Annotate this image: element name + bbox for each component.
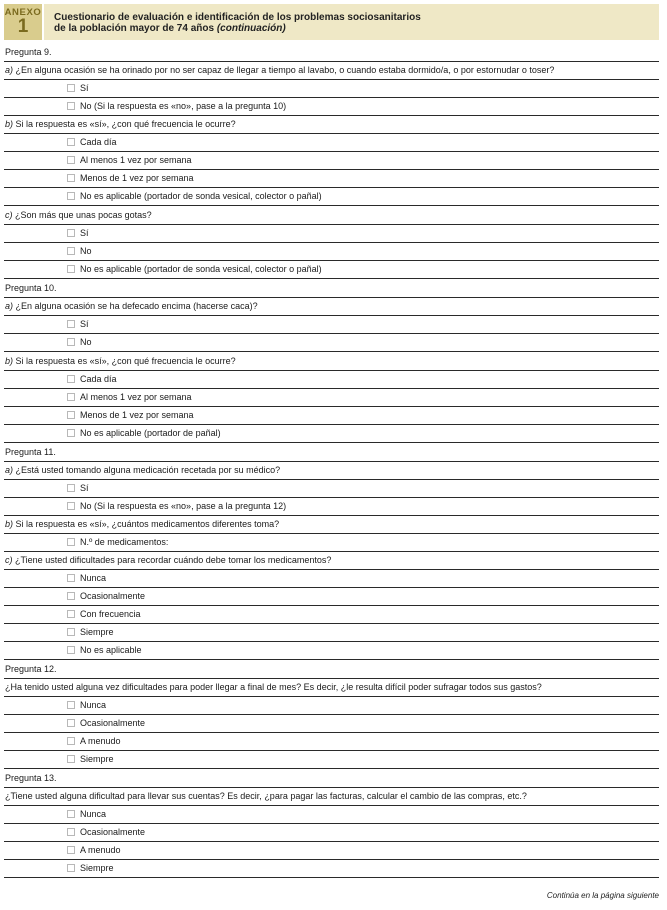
checkbox-icon[interactable] xyxy=(67,484,75,492)
question-label: ¿Tiene usted dificultades para recordar cuándo debe tomar los medicamentos? xyxy=(15,555,332,565)
checkbox-icon[interactable] xyxy=(67,84,75,92)
answer-option-label: Nunca xyxy=(80,809,107,819)
answer-option xyxy=(67,136,117,148)
answer-option-label: Cada día xyxy=(80,374,117,384)
question-row xyxy=(4,660,659,679)
checkbox-icon[interactable] xyxy=(67,646,75,654)
checkbox-icon[interactable] xyxy=(67,574,75,582)
answer-option xyxy=(67,427,221,439)
answer-option-label: Cada día xyxy=(80,137,117,147)
answer-option-row xyxy=(4,534,659,552)
answer-option-label: No xyxy=(80,246,92,256)
answer-option xyxy=(67,808,106,820)
checkbox-icon[interactable] xyxy=(67,138,75,146)
answer-option xyxy=(67,409,194,421)
answer-option-label: No (Si la respuesta es «no», pase a la pregunta 10) xyxy=(80,101,287,111)
answer-option xyxy=(67,373,117,385)
answer-option-row xyxy=(4,316,659,334)
annex-label: ANEXO xyxy=(4,7,42,18)
answer-option-row xyxy=(4,697,659,715)
answer-option xyxy=(67,500,286,512)
continued-note: Continúa en la página siguiente xyxy=(546,891,659,900)
checkbox-icon[interactable] xyxy=(67,174,75,182)
answer-option-label: A menudo xyxy=(80,845,121,855)
answer-option-row xyxy=(4,152,659,170)
answer-option-label: Menos de 1 vez por semana xyxy=(80,410,194,420)
answer-option-row xyxy=(4,860,659,878)
question-row xyxy=(4,206,659,225)
answer-option-label: Menos de 1 vez por semana xyxy=(80,173,194,183)
answer-option-label: Ocasionalmente xyxy=(80,718,146,728)
answer-option xyxy=(67,608,141,620)
answer-option-row xyxy=(4,806,659,824)
answer-option-row xyxy=(4,606,659,624)
answer-option-row xyxy=(4,389,659,407)
question-row xyxy=(4,769,659,788)
question-label: ¿Está usted tomando alguna medicación recetada por su médico? xyxy=(15,465,281,475)
answer-option-row xyxy=(4,371,659,389)
answer-option-row xyxy=(4,751,659,769)
annex-header xyxy=(4,4,659,40)
answer-option xyxy=(67,753,114,765)
question-text xyxy=(5,464,280,476)
answer-option-row xyxy=(4,733,659,751)
answer-option-row xyxy=(4,243,659,261)
question-letter: b) xyxy=(5,119,14,129)
answer-option-label: Ocasionalmente xyxy=(80,827,146,837)
question-label: ¿Ha tenido usted alguna vez dificultades para poder llegar a final de mes? Es decir, ¿le resulta difícil poder sufragar todos sus gastos? xyxy=(5,682,542,692)
question-text xyxy=(5,355,236,367)
checkbox-icon[interactable] xyxy=(67,393,75,401)
answer-option xyxy=(67,644,142,656)
answer-option-row xyxy=(4,715,659,733)
answer-option-row xyxy=(4,480,659,498)
answer-option xyxy=(67,699,106,711)
checkbox-icon[interactable] xyxy=(67,320,75,328)
answer-option xyxy=(67,391,192,403)
question-label: Pregunta 12. xyxy=(5,664,57,674)
answer-option-row xyxy=(4,407,659,425)
answer-option xyxy=(67,318,89,330)
checkbox-icon[interactable] xyxy=(67,247,75,255)
answer-option-label: Con frecuencia xyxy=(80,609,141,619)
checkbox-icon[interactable] xyxy=(67,610,75,618)
checkbox-icon[interactable] xyxy=(67,411,75,419)
answer-option-label: Ocasionalmente xyxy=(80,591,146,601)
answer-option xyxy=(67,590,145,602)
checkbox-icon[interactable] xyxy=(67,229,75,237)
checkbox-icon[interactable] xyxy=(67,502,75,510)
question-letter: a) xyxy=(5,301,14,311)
question-letter: c) xyxy=(5,210,13,220)
answer-option-row xyxy=(4,588,659,606)
answer-option-label: Sí xyxy=(80,483,89,493)
answer-option xyxy=(67,844,121,856)
answer-option-row xyxy=(4,261,659,279)
answer-option-label: Al menos 1 vez por semana xyxy=(80,392,192,402)
checkbox-icon[interactable] xyxy=(67,338,75,346)
question-row xyxy=(4,42,659,62)
answer-option-label: Siempre xyxy=(80,627,114,637)
checkbox-icon[interactable] xyxy=(67,592,75,600)
answer-option xyxy=(67,626,114,638)
question-letter: c) xyxy=(5,555,13,565)
question-row xyxy=(4,62,659,80)
answer-option-row xyxy=(4,225,659,243)
answer-option-label: Sí xyxy=(80,228,89,238)
answer-option xyxy=(67,536,168,548)
title-line-2 xyxy=(54,23,421,34)
answer-option-label: No es aplicable (portador de sonda vesical, colector o pañal) xyxy=(80,264,322,274)
question-row xyxy=(4,116,659,134)
question-row xyxy=(4,298,659,316)
answer-option xyxy=(67,154,192,166)
answer-option-row xyxy=(4,188,659,206)
question-letter: b) xyxy=(5,356,14,366)
answer-option-label: No es aplicable (portador de sonda vesical, colector o pañal) xyxy=(80,191,322,201)
answer-option-row xyxy=(4,170,659,188)
checkbox-icon[interactable] xyxy=(67,265,75,273)
title-line-2-text: de la población mayor de 74 años xyxy=(54,23,215,34)
annex-number: 1 xyxy=(17,16,29,37)
answer-option-row xyxy=(4,334,659,352)
question-text xyxy=(5,46,52,58)
answer-option-row xyxy=(4,134,659,152)
questionnaire-title xyxy=(54,12,421,34)
answer-option-label: No (Si la respuesta es «no», pase a la pregunta 12) xyxy=(80,501,287,511)
answer-option xyxy=(67,717,145,729)
answer-option xyxy=(67,735,121,747)
answer-option-label: Siempre xyxy=(80,754,114,764)
question-label: ¿Tiene usted alguna dificultad para llevar sus cuentas? Es decir, ¿para pagar las facturas, calcular el cambio de las compras, etc.? xyxy=(5,791,527,801)
answer-option-label: Siempre xyxy=(80,863,114,873)
question-letter: b) xyxy=(5,519,14,529)
question-text xyxy=(5,64,554,76)
question-letter: a) xyxy=(5,65,14,75)
checkbox-icon[interactable] xyxy=(67,737,75,745)
answer-option-label: A menudo xyxy=(80,736,121,746)
answer-option-label: Nunca xyxy=(80,573,107,583)
answer-option-row xyxy=(4,842,659,860)
answer-option xyxy=(67,336,92,348)
answer-option xyxy=(67,263,322,275)
answer-option-row xyxy=(4,498,659,516)
question-label: Pregunta 13. xyxy=(5,773,57,783)
answer-option xyxy=(67,482,89,494)
question-text xyxy=(5,118,236,130)
question-label: Pregunta 9. xyxy=(5,47,52,57)
answer-option-label: No es aplicable (portador de pañal) xyxy=(80,428,221,438)
question-row xyxy=(4,443,659,462)
title-line-1: Cuestionario de evaluación e identificación de los problemas sociosanitarios xyxy=(54,12,421,23)
checkbox-icon[interactable] xyxy=(67,538,75,546)
question-row xyxy=(4,516,659,534)
answer-option xyxy=(67,862,114,874)
annex-badge xyxy=(4,4,44,40)
question-text xyxy=(5,282,57,294)
question-text xyxy=(5,554,331,566)
checkbox-icon[interactable] xyxy=(67,719,75,727)
answer-option-row xyxy=(4,824,659,842)
answer-option-row xyxy=(4,624,659,642)
checkbox-icon[interactable] xyxy=(67,102,75,110)
question-text xyxy=(5,446,56,458)
checkbox-icon[interactable] xyxy=(67,628,75,636)
answer-option-row xyxy=(4,642,659,660)
checkbox-icon[interactable] xyxy=(67,828,75,836)
checkbox-icon[interactable] xyxy=(67,846,75,854)
answer-option-label: Sí xyxy=(80,319,89,329)
answer-option-label: Nunca xyxy=(80,700,107,710)
checkbox-icon[interactable] xyxy=(67,864,75,872)
answer-option xyxy=(67,100,286,112)
answer-option-row xyxy=(4,570,659,588)
checkbox-icon[interactable] xyxy=(67,755,75,763)
answer-option xyxy=(67,572,106,584)
question-row xyxy=(4,462,659,480)
question-label: ¿En alguna ocasión se ha defecado encima (hacerse caca)? xyxy=(15,301,258,311)
question-label: Pregunta 11. xyxy=(5,447,56,457)
checkbox-icon[interactable] xyxy=(67,810,75,818)
question-text xyxy=(5,300,258,312)
question-row xyxy=(4,352,659,371)
question-text xyxy=(5,790,527,802)
question-label: Si la respuesta es «sí», ¿con qué frecuencia le ocurre? xyxy=(15,356,236,366)
questionnaire-rows xyxy=(4,42,659,878)
title-continuation: (continuación) xyxy=(216,23,286,34)
question-text xyxy=(5,681,542,693)
question-row xyxy=(4,552,659,570)
question-label: Si la respuesta es «sí», ¿con qué frecuencia le ocurre? xyxy=(15,119,236,129)
answer-option xyxy=(67,826,145,838)
checkbox-icon[interactable] xyxy=(67,429,75,437)
answer-option xyxy=(67,245,92,257)
answer-option-row xyxy=(4,80,659,98)
checkbox-icon[interactable] xyxy=(67,701,75,709)
answer-option xyxy=(67,190,322,202)
checkbox-icon[interactable] xyxy=(67,192,75,200)
question-row xyxy=(4,679,659,697)
question-text xyxy=(5,772,57,784)
question-label: ¿En alguna ocasión se ha orinado por no ser capaz de llegar a tiempo al lavabo, o cuando estaba dormido/a, o por estornudar o toser? xyxy=(15,65,555,75)
answer-option-label: No es aplicable xyxy=(80,645,142,655)
answer-option-row xyxy=(4,98,659,116)
answer-option xyxy=(67,172,194,184)
question-row xyxy=(4,788,659,806)
answer-option xyxy=(67,82,89,94)
checkbox-icon[interactable] xyxy=(67,156,75,164)
checkbox-icon[interactable] xyxy=(67,375,75,383)
question-label: Si la respuesta es «sí», ¿cuántos medicamentos diferentes toma? xyxy=(15,519,280,529)
answer-option-row xyxy=(4,425,659,443)
question-label: Pregunta 10. xyxy=(5,283,57,293)
question-row xyxy=(4,279,659,298)
answer-option-label: N.º de medicamentos: xyxy=(80,537,169,547)
answer-option-label: Sí xyxy=(80,83,89,93)
answer-option-label: Al menos 1 vez por semana xyxy=(80,155,192,165)
answer-option-label: No xyxy=(80,337,92,347)
question-text xyxy=(5,518,279,530)
question-text xyxy=(5,663,57,675)
answer-option xyxy=(67,227,89,239)
question-text xyxy=(5,209,152,221)
question-label: ¿Son más que unas pocas gotas? xyxy=(15,210,152,220)
question-letter: a) xyxy=(5,465,14,475)
